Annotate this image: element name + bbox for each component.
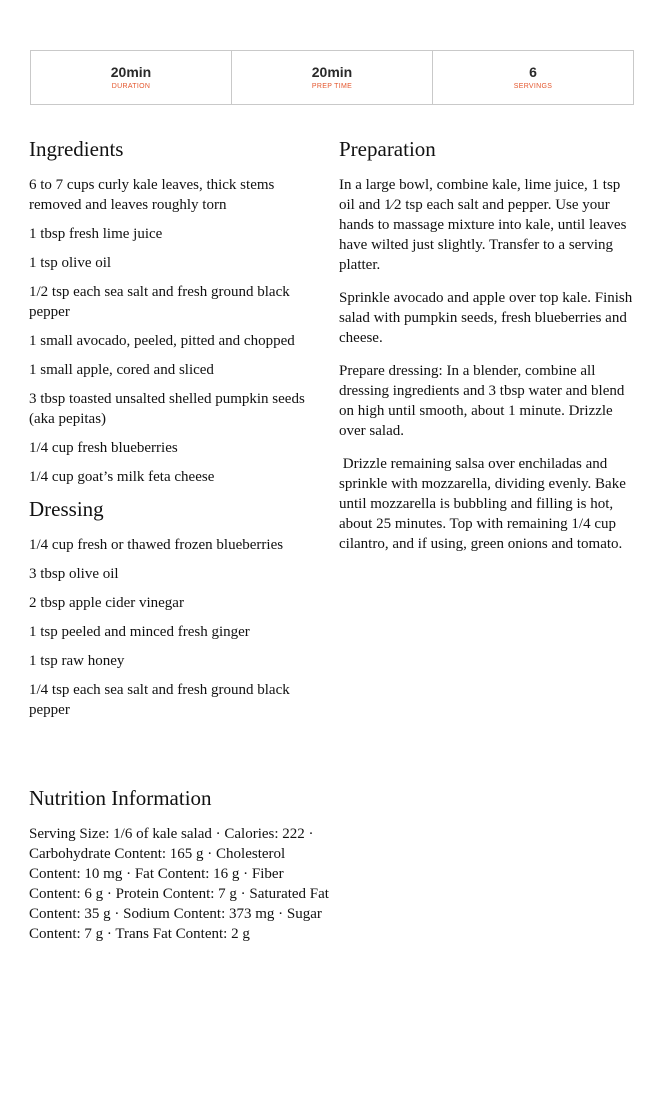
stat-prep-time [232, 51, 433, 104]
stat-duration [31, 51, 232, 104]
stat-prep-time-label: PREP TIME [311, 83, 353, 90]
dressing-item: 1/4 tsp each sea salt and fresh ground black pepper [29, 682, 290, 718]
stat-servings [433, 51, 633, 104]
ingredient-item: 1 tsp olive oil [29, 255, 112, 271]
stat-servings-value: 6 [529, 64, 537, 80]
ingredient-item: 1/4 cup fresh blueberries [29, 440, 178, 456]
ingredient-item: 6 to 7 cups curly kale leaves, thick stems removed and leaves roughly torn [29, 177, 275, 213]
recipe-stats-bar [30, 50, 634, 105]
preparation-step: Sprinkle avocado and apple over top kale. Finish salad with pumpkin seeds, fresh blueberries and cheese. [339, 290, 633, 346]
dressing-item: 3 tbsp olive oil [29, 566, 119, 582]
preparation-step: Prepare dressing: In a blender, combine all dressing ingredients and 3 tbsp water and blend on high until smooth, about 1 minute. Drizzle over salad. [339, 363, 625, 439]
dressing-item: 2 tbsp apple cider vinegar [29, 595, 184, 611]
ingredient-item: 1 small apple, cored and sliced [29, 362, 214, 378]
dressing-list [29, 535, 329, 720]
ingredient-item: 1/4 cup goat’s milk feta cheese [29, 469, 215, 485]
dressing-item: 1 tsp raw honey [29, 653, 125, 669]
stat-duration-value: 20min [110, 64, 152, 80]
preparation-step: In a large bowl, combine kale, lime juice, 1 tsp oil and 1⁄2 tsp each salt and pepper. Use your hands to massage mixture into kale, until leaves have wilted just slightly. Transfer to a serving platter. [339, 177, 627, 273]
dressing-heading: Dressing [29, 497, 104, 521]
preparation-column [339, 136, 637, 567]
ingredients-list [29, 175, 329, 487]
preparation-heading: Preparation [339, 137, 436, 161]
nutrition-section [29, 785, 329, 944]
preparation-step: Drizzle remaining salsa over enchiladas and sprinkle with mozzarella, dividing evenly. Bake until mozzarella is bubbling and filling is hot, about 25 minutes. Top with remaining 1/4 cup cilantro, and if using, green onions and tomato. [339, 456, 630, 552]
stat-prep-time-value: 20min [311, 64, 353, 80]
ingredients-heading: Ingredients [29, 137, 124, 161]
ingredient-item: 3 tbsp toasted unsalted shelled pumpkin seeds (aka pepitas) [29, 391, 305, 427]
dressing-item: 1/4 cup fresh or thawed frozen blueberries [29, 537, 284, 553]
ingredient-item: 1/2 tsp each sea salt and fresh ground black pepper [29, 284, 290, 320]
ingredient-item: 1 tbsp fresh lime juice [29, 226, 163, 242]
nutrition-details: Serving Size: 1/6 of kale salad · Calories: 222 · Carbohydrate Content: 165 g · Cholesterol Content: 10 mg · Fat Content: 16 g · Fiber Content: 6 g · Protein Content: 7 g · Saturated Fat Content: 35 g · Sodium Content: 373 mg · Sugar Content: 7 g · Trans Fat Content: 2 g [29, 826, 329, 942]
stat-servings-label: SERVINGS [513, 83, 553, 90]
ingredients-column [29, 136, 329, 729]
nutrition-heading: Nutrition Information [29, 786, 212, 810]
ingredient-item: 1 small avocado, peeled, pitted and chopped [29, 333, 295, 349]
stat-duration-label: DURATION [111, 83, 151, 90]
dressing-item: 1 tsp peeled and minced fresh ginger [29, 624, 250, 640]
